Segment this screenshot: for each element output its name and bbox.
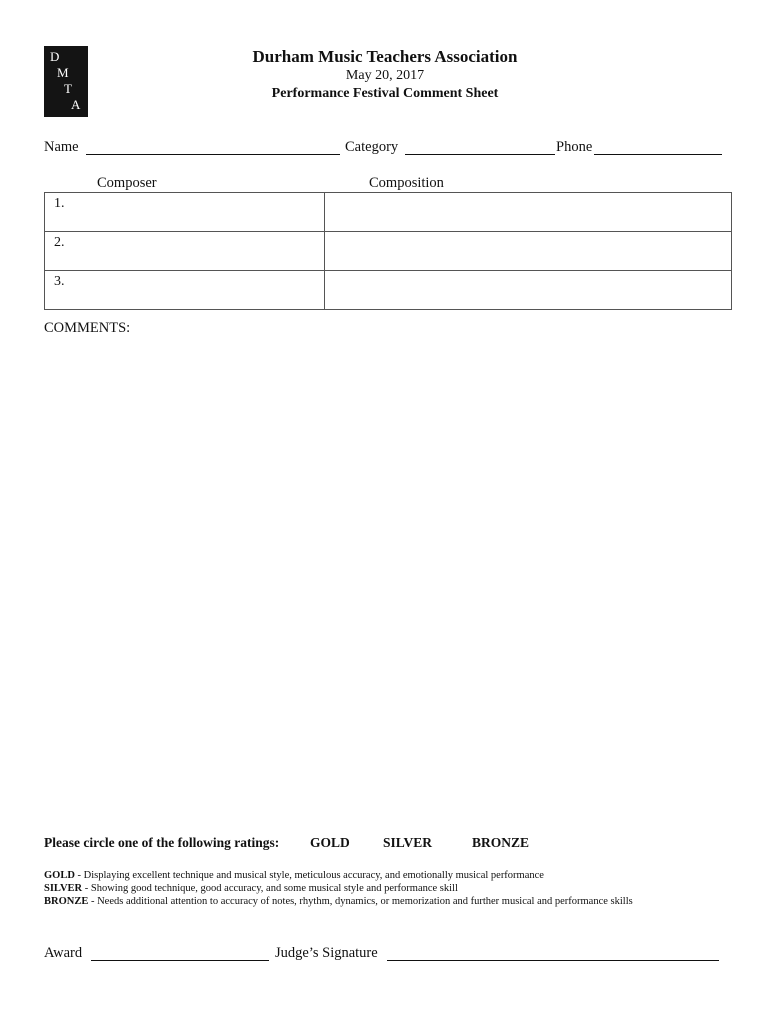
legend-term: GOLD xyxy=(44,870,75,881)
event-date: May 20, 2017 xyxy=(345,68,425,83)
logo-letter: M xyxy=(57,65,70,80)
comments-label: COMMENTS: xyxy=(44,320,131,336)
phone-field[interactable] xyxy=(594,154,722,155)
legend-desc: - Displaying excellent technique and musical style, meticulous accuracy, and emotionally musical performance xyxy=(74,870,544,881)
legend-desc: - Showing good technique, good accuracy, and some musical style and performance skill xyxy=(82,883,458,895)
page-subtitle: Performance Festival Comment Sheet xyxy=(271,86,499,101)
composer-cell[interactable]: 3. xyxy=(45,271,325,310)
legend-desc: - Needs additional attention to accuracy of notes, rhythm, dynamics, or memorization and further musical and performance skills xyxy=(88,896,633,908)
legend-item xyxy=(44,895,633,908)
signature-label: Judge’s Signature xyxy=(275,945,378,961)
category-field[interactable] xyxy=(405,154,555,155)
rating-gold[interactable]: GOLD xyxy=(310,835,350,850)
comments-area[interactable] xyxy=(44,345,732,815)
works-table xyxy=(44,192,732,310)
composition-cell[interactable] xyxy=(325,271,732,310)
category-label: Category xyxy=(345,139,399,155)
table-row xyxy=(45,193,732,232)
phone-label: Phone xyxy=(556,139,593,155)
award-field[interactable] xyxy=(91,960,269,961)
name-label: Name xyxy=(44,139,79,155)
logo-letter: D xyxy=(50,49,61,64)
legend-term: BRONZE xyxy=(44,896,89,908)
logo-letter: A xyxy=(71,97,82,112)
award-label: Award xyxy=(44,945,83,961)
composition-header: Composition xyxy=(369,175,444,191)
composer-cell[interactable]: 2. xyxy=(45,232,325,271)
composer-cell[interactable]: 1. xyxy=(45,193,325,232)
legend-item xyxy=(44,869,633,882)
rating-silver[interactable]: SILVER xyxy=(383,835,433,850)
composition-cell[interactable] xyxy=(325,232,732,271)
ratings-prompt: Please circle one of the following ratings: xyxy=(44,835,280,850)
table-row xyxy=(45,271,732,310)
table-row xyxy=(45,232,732,271)
logo-letter: T xyxy=(64,81,73,96)
composition-cell[interactable] xyxy=(325,193,732,232)
legend-term: SILVER xyxy=(44,883,83,895)
legend-item xyxy=(44,882,633,895)
signature-field[interactable] xyxy=(387,960,719,961)
composer-header: Composer xyxy=(97,175,157,191)
name-field[interactable] xyxy=(86,154,340,155)
ratings-legend xyxy=(44,869,633,909)
page-title: Durham Music Teachers Association xyxy=(252,47,518,66)
rating-bronze[interactable]: BRONZE xyxy=(472,835,530,850)
